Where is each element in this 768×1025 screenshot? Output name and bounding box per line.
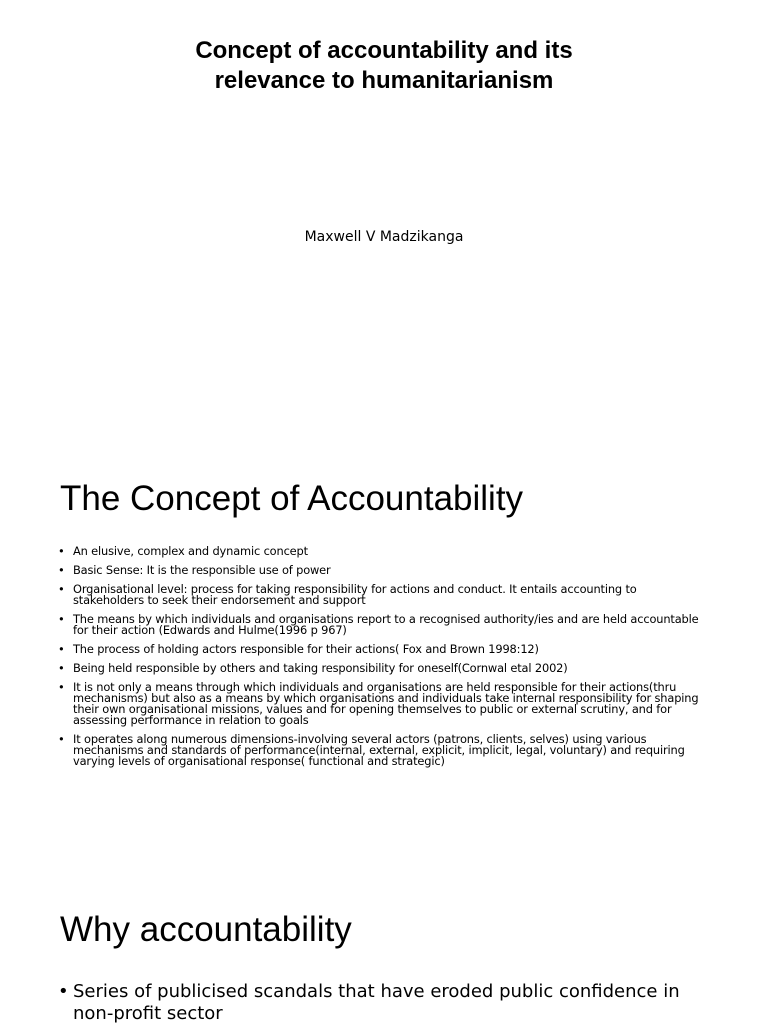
bullet-item: • The means by which individuals and organisations report to a recognised authority/ies and are held accountable for their action (Edwards and Hulme(1996 p 967) bbox=[58, 614, 708, 636]
title-slide bbox=[0, 0, 768, 420]
concept-bullet-list bbox=[58, 546, 708, 775]
concept-heading: The Concept of Accountability bbox=[60, 479, 524, 518]
why-heading: Why accountability bbox=[60, 910, 352, 949]
why-bullet-list bbox=[58, 981, 718, 1025]
bullet-item: • Organisational level: process for taking responsibility for actions and conduct. It entails accounting to stakeholders to seek their endorsement and support bbox=[58, 584, 708, 606]
author-name: Maxwell V Madzikanga bbox=[304, 229, 464, 245]
bullet-item: • Basic Sense: It is the responsible use of power bbox=[58, 565, 708, 576]
bullet-item: • Series of publicised scandals that have eroded public confidence in non-profit sector bbox=[58, 981, 718, 1025]
bullet-item: • An elusive, complex and dynamic concept bbox=[58, 546, 708, 557]
title-line-1: Concept of accountability and its bbox=[195, 37, 573, 64]
bullet-item: • It operates along numerous dimensions-involving several actors (patrons, clients, selves) using various mechanisms and standards of performance(internal, external, explicit, implicit, legal, voluntary) and requiring varying levels of organisational response( functional and strategic) bbox=[58, 734, 708, 767]
title-line-2: relevance to humanitarianism bbox=[214, 67, 554, 94]
bullet-item: • Being held responsible by others and taking responsibility for oneself(Cornwal etal 2002) bbox=[58, 663, 708, 674]
bullet-item: • The process of holding actors responsible for their actions( Fox and Brown 1998:12) bbox=[58, 644, 708, 655]
bullet-item: • It is not only a means through which individuals and organisations are held responsible for their actions(thru mechanisms) but also as a means by which organisations and individuals take internal responsibility for shaping their own organisational missions, values and for opening themselves to public or external scrutiny, and for assessing performance in relation to goals bbox=[58, 682, 708, 726]
page-title bbox=[0, 36, 768, 96]
